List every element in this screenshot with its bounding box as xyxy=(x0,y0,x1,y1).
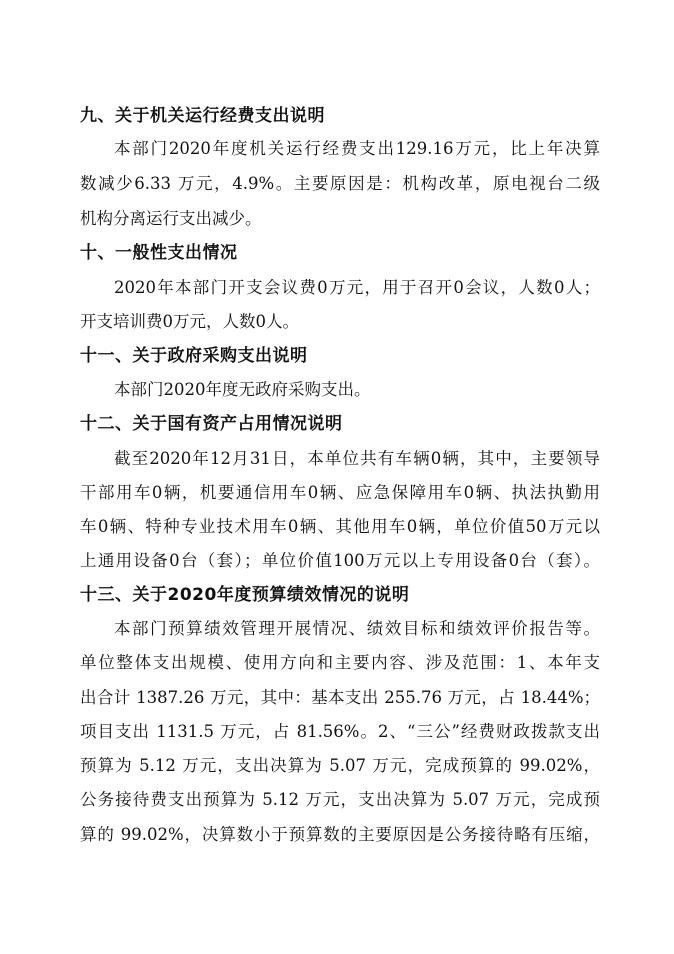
paragraph-line: 公务接待费支出预算为 5.12 万元，支出决算为 5.07 万元，完成预 xyxy=(80,790,600,809)
section-heading-10: 十、一般性支出情况 xyxy=(80,243,238,263)
section-heading-13: 十三、关于2020年度预算绩效情况的说明 xyxy=(80,585,410,605)
paragraph-line: 单位整体支出规模、使用方向和主要内容、涉及范围：1、本年支 xyxy=(80,653,600,672)
paragraph-line: 2020年本部门开支会议费0万元，用于召开0会议，人数0人； xyxy=(114,278,600,297)
paragraph-line: 出合计 1387.26 万元，其中：基本支出 255.76 万元，占 18.44%； xyxy=(80,688,600,707)
paragraph-line: 项目支出 1131.5 万元，占 81.56%。2、“三公”经费财政拨款支出 xyxy=(80,722,600,741)
paragraph-line: 本部门预算绩效管理开展情况、绩效目标和绩效评价报告等。 xyxy=(114,619,600,638)
paragraph-line: 数减少6.33 万元，4.9%。主要原因是：机构改革，原电视台二级 xyxy=(80,174,600,193)
paragraph-line: 预算为 5.12 万元，支出决算为 5.07 万元，完成预算的 99.02%， xyxy=(80,756,600,775)
paragraph-line: 算的 99.02%，决算数小于预算数的主要原因是公务接待略有压缩， xyxy=(80,825,600,844)
section-heading-11: 十一、关于政府采购支出说明 xyxy=(80,346,308,366)
section-heading-9: 九、关于机关运行经费支出说明 xyxy=(80,106,325,126)
section-heading-12: 十二、关于国有资产占用情况说明 xyxy=(80,414,343,434)
paragraph-line: 本部门2020年度无政府采购支出。 xyxy=(114,380,371,399)
paragraph-line: 车0辆、特种专业技术用车0辆、其他用车0辆，单位价值50万元以 xyxy=(80,517,600,536)
paragraph-line: 干部用车0辆，机要通信用车0辆、应急保障用车0辆、执法执勤用 xyxy=(80,483,600,502)
paragraph-line: 上通用设备0台（套）；单位价值100万元以上专用设备0台（套）。 xyxy=(80,551,600,570)
paragraph-line: 本部门2020年度机关运行经费支出129.16万元，比上年决算 xyxy=(114,139,600,158)
paragraph-line: 开支培训费0万元，人数0人。 xyxy=(80,312,299,331)
paragraph-line: 截至2020年12月31日，本单位共有车辆0辆，其中，主要领导 xyxy=(114,449,600,468)
paragraph-line: 机构分离运行支出减少。 xyxy=(80,209,262,228)
